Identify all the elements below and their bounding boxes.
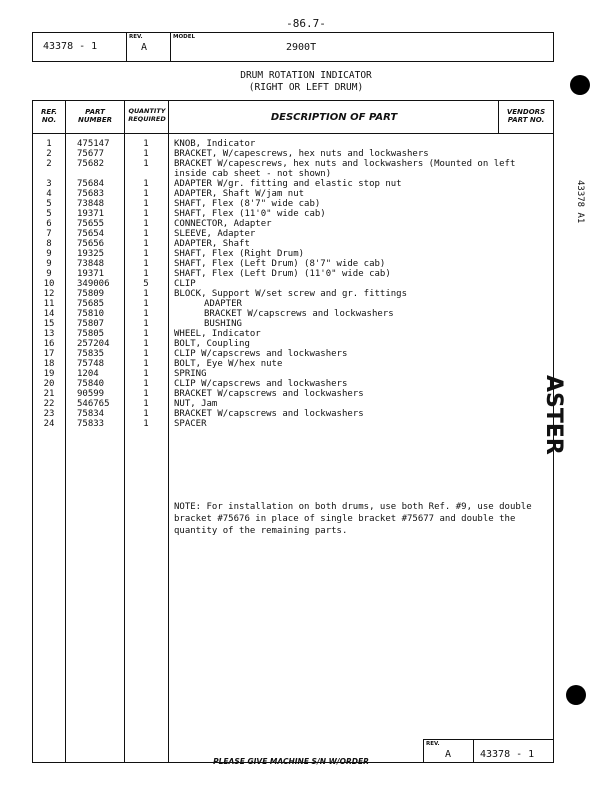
table-row — [33, 219, 553, 229]
ref-cell: 20 — [43, 379, 55, 389]
part-number-cell: 75810 — [77, 309, 105, 319]
ref-cell: 13 — [43, 329, 55, 339]
ref-cell: 18 — [43, 359, 55, 369]
rev-value: A — [141, 42, 148, 53]
description-cell: BLOCK, Support W/set screw and gr. fittings — [174, 289, 407, 299]
quantity-cell: 1 — [143, 179, 149, 189]
quantity-cell: 5 — [143, 279, 149, 289]
quantity-cell: 1 — [143, 399, 149, 409]
binder-hole-bottom — [566, 685, 586, 705]
quantity-cell: 1 — [143, 299, 149, 309]
part-number-cell: 19371 — [77, 209, 105, 219]
quantity-cell: 1 — [143, 239, 149, 249]
part-number-cell: 75748 — [77, 359, 105, 369]
description-cell: KNOB, Indicator — [174, 139, 256, 149]
ref-cell: 2 — [46, 149, 52, 159]
col-header-vendors: VENDORS PART NO. — [506, 108, 546, 124]
footer-instruction-text: PLEASE GIVE MACHINE S/N W/ORDER — [213, 757, 369, 766]
quantity-cell: 1 — [143, 349, 149, 359]
description-cell: CLIP W/capscrews and lockwashers — [174, 349, 348, 359]
col-header-quantity: QUANTITY REQUIRED — [128, 107, 166, 123]
quantity-cell: 1 — [143, 319, 149, 329]
description-cell: BOLT, Coupling — [174, 339, 250, 349]
description-cell: ADAPTER, Shaft W/jam nut — [174, 189, 305, 199]
part-number-cell: 75833 — [77, 419, 105, 429]
ref-cell: 22 — [43, 399, 55, 409]
description-cell: SHAFT, Flex (11'0" wide cab) — [174, 209, 326, 219]
document-title — [0, 70, 612, 94]
ref-cell: 2 — [46, 159, 52, 169]
quantity-cell: 1 — [143, 339, 149, 349]
model-label: MODEL — [173, 34, 195, 40]
quantity-cell: 1 — [143, 249, 149, 259]
description-cell: ADAPTER, Shaft — [174, 239, 250, 249]
table-row — [33, 269, 553, 279]
part-number-cell: 475147 — [77, 139, 110, 149]
title-line-1: DRUM ROTATION INDICATOR — [240, 70, 372, 81]
description-cell: CONNECTOR, Adapter — [174, 219, 272, 229]
doc-number: 43378 - 1 — [43, 41, 98, 52]
table-row — [33, 229, 553, 239]
part-number-cell: 75656 — [77, 239, 105, 249]
ref-cell: 17 — [43, 349, 55, 359]
quantity-cell: 1 — [143, 209, 149, 219]
part-number-cell: 546765 — [77, 399, 110, 409]
part-number-cell: 75654 — [77, 229, 105, 239]
description-cell: SHAFT, Flex (Right Drum) — [174, 249, 305, 259]
table-row — [33, 289, 553, 299]
ref-cell: 23 — [43, 409, 55, 419]
col-header-part-number: PART NUMBER — [77, 108, 112, 124]
description-cell: SHAFT, Flex (Left Drum) (8'7" wide cab) — [174, 259, 386, 269]
part-number-cell: 75835 — [77, 349, 105, 359]
quantity-cell: 1 — [143, 389, 149, 399]
table-row — [33, 319, 553, 329]
table-row — [33, 179, 553, 189]
part-number-cell: 90599 — [77, 389, 105, 399]
quantity-cell: 1 — [143, 309, 149, 319]
table-row — [33, 239, 553, 249]
table-row — [33, 379, 553, 389]
description-cell: CLIP — [174, 279, 196, 289]
description-cell: BRACKET W/capscrews and lockwashers — [174, 409, 364, 419]
description-cell: BRACKET, W/capescrews, hex nuts and lockwashers — [174, 149, 429, 159]
table-row — [33, 159, 553, 179]
part-number-cell: 75807 — [77, 319, 105, 329]
ref-cell: 24 — [43, 419, 55, 429]
quantity-cell: 1 — [143, 379, 149, 389]
part-number-cell: 257204 — [77, 339, 110, 349]
description-cell: BRACKET W/capescrews, hex nuts and lockwashers (Mounted on left inside cab sheet - not shown) — [174, 159, 516, 179]
rev-label: REV. — [129, 34, 143, 40]
table-row — [33, 199, 553, 209]
footer-doc-number: 43378 - 1 — [480, 749, 535, 760]
binder-hole-top — [570, 75, 590, 95]
description-cell: BRACKET W/capscrews and lockwashers — [204, 309, 394, 319]
title-line-2: (RIGHT OR LEFT DRUM) — [248, 82, 364, 93]
table-row — [33, 149, 553, 159]
description-cell: NUT, Jam — [174, 399, 218, 409]
table-row — [33, 329, 553, 339]
quantity-cell: 1 — [143, 159, 149, 169]
table-row — [33, 359, 553, 369]
ref-cell: 1 — [46, 139, 52, 149]
quantity-cell: 1 — [143, 419, 149, 429]
description-cell: WHEEL, Indicator — [174, 329, 261, 339]
part-number-cell: 75682 — [77, 159, 105, 169]
ref-cell: 7 — [46, 229, 52, 239]
ref-cell: 10 — [43, 279, 55, 289]
quantity-cell: 1 — [143, 149, 149, 159]
table-row — [33, 299, 553, 309]
description-cell: SLEEVE, Adapter — [174, 229, 256, 239]
quantity-cell: 1 — [143, 359, 149, 369]
col-header-description: DESCRIPTION OF PART — [270, 112, 398, 123]
part-number-cell: 19325 — [77, 249, 105, 259]
part-number-cell: 75840 — [77, 379, 105, 389]
part-number-cell: 349006 — [77, 279, 110, 289]
table-row — [33, 209, 553, 219]
ref-cell: 15 — [43, 319, 55, 329]
part-number-cell: 73848 — [77, 199, 105, 209]
table-row — [33, 369, 553, 379]
ref-cell: 3 — [46, 179, 52, 189]
table-row — [33, 349, 553, 359]
ref-cell: 6 — [46, 219, 52, 229]
description-cell: BRACKET W/capscrews and lockwashers — [174, 389, 364, 399]
ref-cell: 8 — [46, 239, 52, 249]
footer-rev-value: A — [445, 749, 452, 760]
table-row — [33, 409, 553, 419]
quantity-cell: 1 — [143, 269, 149, 279]
ref-cell: 9 — [46, 269, 52, 279]
parts-rows — [33, 139, 553, 429]
part-number-cell: 75809 — [77, 289, 105, 299]
description-cell: SPACER — [174, 419, 207, 429]
part-number-cell: 75677 — [77, 149, 105, 159]
quantity-cell: 1 — [143, 139, 149, 149]
part-number-cell: 75805 — [77, 329, 105, 339]
description-cell: CLIP W/capscrews and lockwashers — [174, 379, 348, 389]
col-header-ref: REF. NO. — [40, 108, 58, 124]
quantity-cell: 1 — [143, 199, 149, 209]
quantity-cell: 1 — [143, 329, 149, 339]
part-number-cell: 75655 — [77, 219, 105, 229]
ref-cell: 21 — [43, 389, 55, 399]
description-cell: SHAFT, Flex (Left Drum) (11'0" wide cab) — [174, 269, 391, 279]
table-row — [33, 309, 553, 319]
quantity-cell: 1 — [143, 259, 149, 269]
ref-cell: 12 — [43, 289, 55, 299]
table-row — [33, 279, 553, 289]
model-value: 2900T — [286, 42, 317, 53]
ref-cell: 4 — [46, 189, 52, 199]
ref-cell: 9 — [46, 249, 52, 259]
page-number: -86.7- — [286, 17, 326, 30]
table-row — [33, 389, 553, 399]
ref-cell: 5 — [46, 199, 52, 209]
ref-cell: 19 — [43, 369, 55, 379]
table-row — [33, 249, 553, 259]
installation-note: NOTE: For installation on both drums, use both Ref. #9, use double bracket #75676 in place of single bracket #75677 and double the quantity of the remaining parts. — [174, 502, 532, 536]
margin-stamp: ASTER — [541, 375, 566, 455]
margin-side-code: 43378 A1 — [575, 180, 585, 224]
part-number-cell: 19371 — [77, 269, 105, 279]
ref-cell: 5 — [46, 209, 52, 219]
part-number-cell: 73848 — [77, 259, 105, 269]
description-cell: SPRING — [174, 369, 207, 379]
footer-instruction — [0, 757, 612, 766]
ref-cell: 9 — [46, 259, 52, 269]
ref-cell: 14 — [43, 309, 55, 319]
table-row — [33, 399, 553, 409]
description-cell: SHAFT, Flex (8'7" wide cab) — [174, 199, 321, 209]
quantity-cell: 1 — [143, 219, 149, 229]
footer-rev-label: REV. — [426, 741, 440, 747]
table-row — [33, 419, 553, 429]
parts-table — [32, 100, 554, 763]
part-number-cell: 1204 — [77, 369, 99, 379]
description-cell: BOLT, Eye W/hex nute — [174, 359, 283, 369]
quantity-cell: 1 — [143, 189, 149, 199]
quantity-cell: 1 — [143, 369, 149, 379]
part-number-cell: 75685 — [77, 299, 105, 309]
description-cell: ADAPTER W/gr. fitting and elastic stop nut — [174, 179, 402, 189]
quantity-cell: 1 — [143, 229, 149, 239]
header-box — [32, 32, 554, 62]
quantity-cell: 1 — [143, 409, 149, 419]
table-row — [33, 339, 553, 349]
part-number-cell: 75683 — [77, 189, 105, 199]
part-number-cell: 75684 — [77, 179, 105, 189]
quantity-cell: 1 — [143, 289, 149, 299]
table-row — [33, 259, 553, 269]
part-number-cell: 75834 — [77, 409, 105, 419]
table-row — [33, 139, 553, 149]
ref-cell: 11 — [43, 299, 55, 309]
ref-cell: 16 — [43, 339, 55, 349]
description-cell: ADAPTER — [204, 299, 242, 309]
table-row — [33, 189, 553, 199]
description-cell: BUSHING — [204, 319, 242, 329]
